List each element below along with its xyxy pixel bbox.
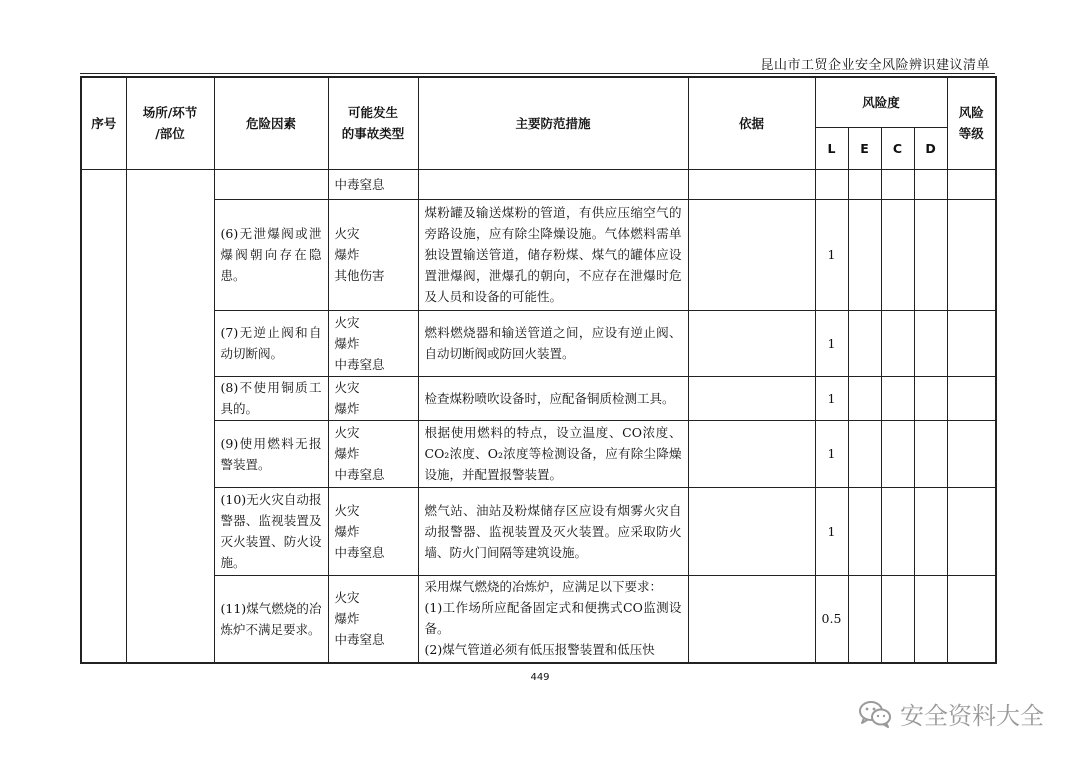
- L-cell: 0.5: [815, 575, 848, 663]
- level-cell: [947, 169, 996, 199]
- L-cell: 1: [815, 199, 848, 310]
- D-cell: [914, 376, 947, 420]
- hazard-cell: (11)煤气燃烧的冶炼炉不满足要求。: [214, 575, 328, 663]
- C-cell: [881, 575, 914, 663]
- accident-cell: 中毒窒息: [328, 169, 418, 199]
- C-cell: [881, 310, 914, 376]
- col-header-basis: 依据: [688, 77, 815, 169]
- hazard-cell: (9)使用燃料无报警装置。: [214, 420, 328, 487]
- E-cell: [848, 420, 881, 487]
- hazard-cell: (10)无火灾自动报警器、监视装置及灭火装置、防火设施。: [214, 487, 328, 575]
- D-cell: [914, 487, 947, 575]
- col-header-E: E: [848, 127, 881, 169]
- L-cell: 1: [815, 376, 848, 420]
- seq-cell: [81, 169, 126, 663]
- D-cell: [914, 420, 947, 487]
- hazard-cell: (8)不使用铜质工具的。: [214, 376, 328, 420]
- E-cell: [848, 169, 881, 199]
- accident-cell: 火灾 爆炸 中毒窒息: [328, 487, 418, 575]
- col-header-place: 场所/环节 /部位: [126, 77, 214, 169]
- document-title: 昆山市工贸企业安全风险辨识建议清单: [760, 58, 990, 73]
- measures-cell: 根据使用燃料的特点，设立温度、CO浓度、CO₂浓度、O₂浓度等检测设备，应有除尘降燥设施，并配置报警装置。: [418, 420, 688, 487]
- measures-cell: 燃料燃烧器和输送管道之间，应设有逆止阀、自动切断阀或防回火装置。: [418, 310, 688, 376]
- wechat-icon: [858, 700, 892, 728]
- table-row: [81, 420, 996, 487]
- measures-cell: 燃气站、油站及粉煤储存区应设有烟雾火灾自动报警器、监视装置及灭火装置。应采取防火墙、防火门间隔等建筑设施。: [418, 487, 688, 575]
- col-header-measures: 主要防范措施: [418, 77, 688, 169]
- E-cell: [848, 575, 881, 663]
- L-cell: 1: [815, 487, 848, 575]
- accident-cell: 火灾 爆炸: [328, 376, 418, 420]
- col-header-risk-level: 风险 等级: [947, 77, 996, 169]
- level-cell: [947, 376, 996, 420]
- L-cell: 1: [815, 310, 848, 376]
- D-cell: [914, 199, 947, 310]
- hazard-cell: (7)无逆止阀和自动切断阀。: [214, 310, 328, 376]
- C-cell: [881, 376, 914, 420]
- measures-cell: [418, 169, 688, 199]
- hazard-cell: [214, 169, 328, 199]
- L-cell: 1: [815, 420, 848, 487]
- D-cell: [914, 310, 947, 376]
- basis-cell: [688, 420, 815, 487]
- basis-cell: [688, 199, 815, 310]
- table-row: [81, 169, 996, 199]
- E-cell: [848, 310, 881, 376]
- basis-cell: [688, 487, 815, 575]
- accident-cell: 火灾 爆炸 中毒窒息: [328, 310, 418, 376]
- level-cell: [947, 310, 996, 376]
- col-header-hazard: 危险因素: [214, 77, 328, 169]
- C-cell: [881, 199, 914, 310]
- level-cell: [947, 199, 996, 310]
- C-cell: [881, 487, 914, 575]
- accident-cell: 火灾 爆炸 中毒窒息: [328, 420, 418, 487]
- table-row: [81, 310, 996, 376]
- table-row: [81, 376, 996, 420]
- C-cell: [881, 420, 914, 487]
- table-row: [81, 487, 996, 575]
- col-header-seq: 序号: [81, 77, 126, 169]
- basis-cell: [688, 169, 815, 199]
- col-header-risk-degree: 风险度: [815, 77, 947, 127]
- measures-cell: 检查煤粉喷吹设备时，应配备铜质检测工具。: [418, 376, 688, 420]
- header-rule: [80, 73, 995, 74]
- col-header-C: C: [881, 127, 914, 169]
- accident-cell: 火灾 爆炸 其他伤害: [328, 199, 418, 310]
- table-row: [81, 575, 996, 663]
- E-cell: [848, 199, 881, 310]
- level-cell: [947, 575, 996, 663]
- C-cell: [881, 169, 914, 199]
- L-cell: [815, 169, 848, 199]
- col-header-D: D: [914, 127, 947, 169]
- page-number: 449: [530, 672, 550, 683]
- basis-cell: [688, 575, 815, 663]
- measures-cell: 煤粉罐及输送煤粉的管道，有供应压缩空气的旁路设施，应有除尘降燥设施。气体燃料需单独设置输送管道，储存粉煤、煤气的罐体应设置泄爆阀，泄爆孔的朝向，不应存在泄爆时危及人员和设备的可能性。: [418, 199, 688, 310]
- hazard-cell: (6)无泄爆阀或泄爆阀朝向存在隐患。: [214, 199, 328, 310]
- level-cell: [947, 420, 996, 487]
- level-cell: [947, 487, 996, 575]
- basis-cell: [688, 376, 815, 420]
- basis-cell: [688, 310, 815, 376]
- place-cell: [126, 169, 214, 663]
- accident-cell: 火灾 爆炸 中毒窒息: [328, 575, 418, 663]
- col-header-L: L: [815, 127, 848, 169]
- E-cell: [848, 376, 881, 420]
- measures-cell: 采用煤气燃烧的冶炼炉，应满足以下要求： (1)工作场所应配备固定式和便携式CO监测设备。 (2)煤气管道必须有低压报警装置和低压快: [418, 575, 688, 663]
- watermark: [858, 696, 1044, 731]
- D-cell: [914, 169, 947, 199]
- watermark-text: 安全资料大全: [900, 702, 1044, 730]
- E-cell: [848, 487, 881, 575]
- D-cell: [914, 575, 947, 663]
- col-header-accident: 可能发生 的事故类型: [328, 77, 418, 169]
- risk-table: [80, 76, 997, 664]
- table-row: [81, 199, 996, 310]
